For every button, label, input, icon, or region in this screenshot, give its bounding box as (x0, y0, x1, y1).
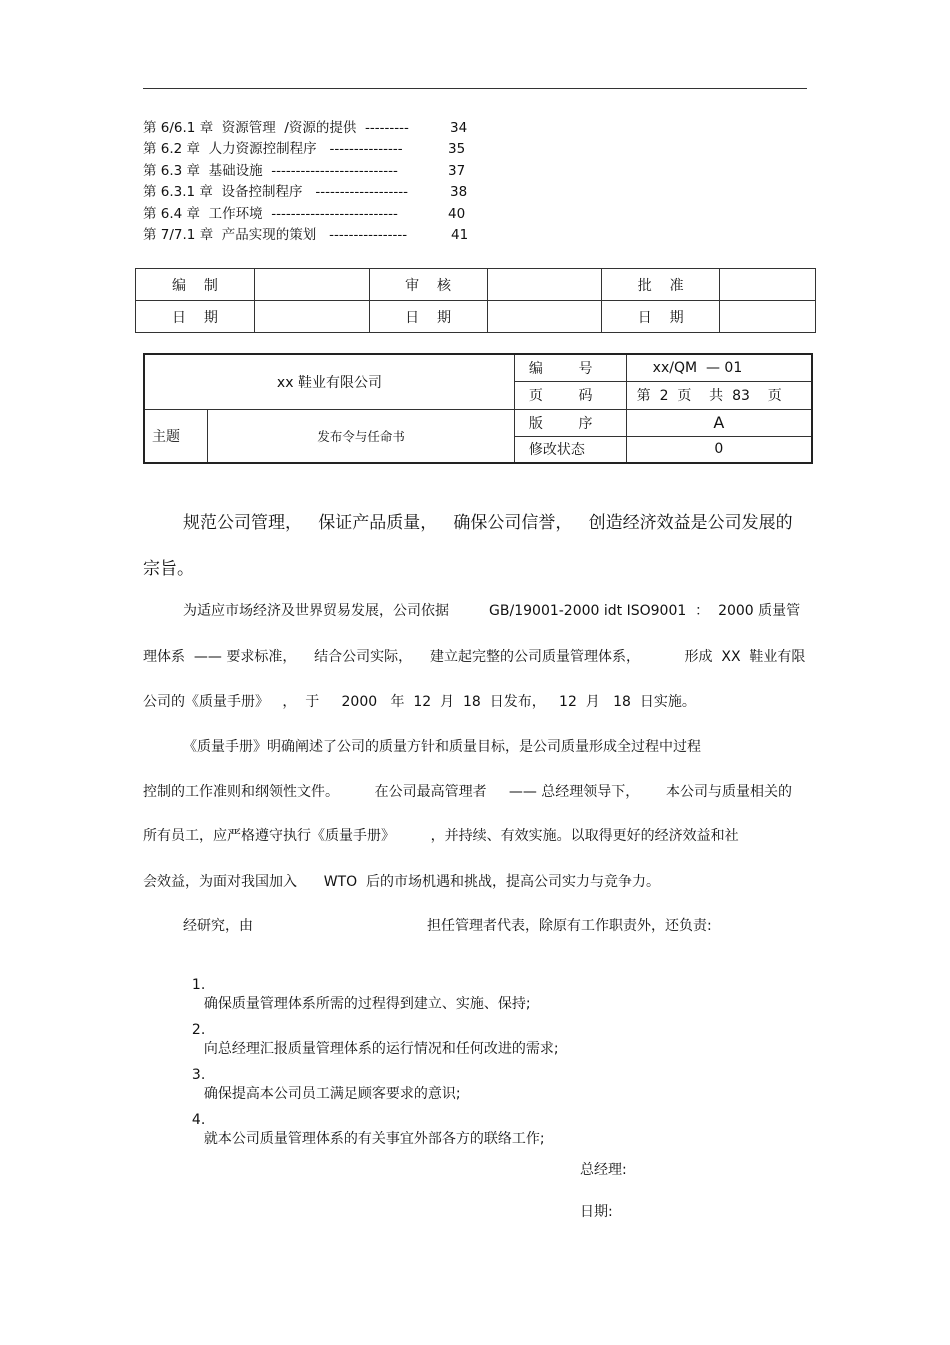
toc-entry-title: 第 6.2 章 人力资源控制程序 --------------- (143, 141, 403, 158)
approve-field[interactable] (720, 269, 816, 301)
toc-entry-page: 34 (450, 120, 468, 136)
toc-entry-page: 40 (448, 205, 466, 222)
list-item-text: 确保质量管理体系所需的过程得到建立、实施、保持; (203, 996, 531, 1012)
page-value: 第 2 页 共 83 页 (626, 381, 812, 409)
approve-date-label: 日 期 (602, 301, 720, 333)
list-item-number: 2. (191, 1022, 206, 1038)
list-item-text: 确保提高本公司员工满足顾客要求的意识; (203, 1086, 461, 1102)
compile-date-field[interactable] (254, 301, 369, 333)
page-label: 页 码 (514, 381, 626, 409)
revision-value: 0 (626, 436, 812, 463)
purpose-line-1: 规范公司管理， 保证产品质量， 确保公司信誉， 创造经济效益是公司发展的 (183, 513, 793, 533)
header-rule (143, 88, 807, 89)
table-row (144, 354, 812, 381)
basis-line-3: 公司的《质量手册》 ， 于 2000 年 12 月 18 日发布， 12 月 18 日实施。 (143, 694, 696, 710)
company-name: xx 鞋业有限公司 (144, 354, 514, 409)
toc-entry-title: 第 6.3 章 基础设施 -------------------------- (143, 162, 398, 179)
edition-value: A (626, 409, 812, 436)
toc-entry-title: 第 6.3.1 章 设备控制程序 ------------------- (143, 184, 408, 201)
document-header-table (143, 353, 813, 464)
general-manager-signature-label: 总经理: (580, 1162, 627, 1178)
toc-entry-title: 第 6/6.1 章 资源管理 /资源的提供 --------- (143, 120, 409, 136)
toc-entry-page: 35 (448, 141, 466, 158)
purpose-line-2: 宗旨。 (143, 559, 194, 579)
manual-line-3: 所有员工，应严格遵守执行《质量手册》 ，并持续、有效实施。以取得更好的经济效益和社 (143, 828, 739, 844)
toc-entry-page: 38 (450, 184, 468, 201)
toc-entry-title: 第 7/7.1 章 产品实现的策划 ---------------- (143, 226, 408, 243)
appointment-duties: 担任管理者代表，除原有工作职责外，还负责: (427, 918, 712, 934)
review-date-label: 日 期 (369, 301, 487, 333)
review-field[interactable] (487, 269, 602, 301)
list-item-text: 就本公司质量管理体系的有关事宜外部各方的联络工作; (203, 1131, 545, 1147)
basis-line-1: 为适应市场经济及世界贸易发展，公司依据 GB/19001-2000 idt ISO9001 ： 2000 质量管 (183, 603, 801, 619)
list-item-number: 3. (191, 1067, 206, 1083)
toc-entry-page: 37 (448, 162, 466, 179)
review-date-field[interactable] (487, 301, 602, 333)
subject-label: 主题 (144, 409, 208, 463)
document-number: xx/QM — 01 (626, 354, 812, 381)
list-item-number: 1. (191, 977, 206, 993)
appointment-intro: 经研究，由 (183, 918, 253, 934)
toc-entry-page: 41 (451, 226, 469, 243)
compile-label: 编 制 (136, 269, 255, 301)
subject-title: 发布令与任命书 (208, 409, 515, 463)
table-row (136, 301, 816, 333)
table-row (144, 409, 812, 436)
compile-date-label: 日 期 (136, 301, 255, 333)
list-item (183, 1096, 545, 1148)
toc-entry-title: 第 6.4 章 工作环境 -------------------------- (143, 205, 398, 222)
basis-line-2: 理体系 —— 要求标准， 结合公司实际， 建立起完整的公司质量管理体系， 形成 XX 鞋业有限 (143, 649, 806, 665)
compile-field[interactable] (254, 269, 369, 301)
list-item-text: 向总经理汇报质量管理体系的运行情况和任何改进的需求; (203, 1041, 559, 1057)
edition-label: 版 序 (514, 409, 626, 436)
revision-label: 修改状态 (514, 436, 626, 463)
table-row (136, 269, 816, 301)
signature-date-label: 日期: (580, 1204, 613, 1220)
approval-table (135, 268, 816, 333)
manual-line-2: 控制的工作准则和纲领性文件。 在公司最高管理者 —— 总经理领导下， 本公司与质量相关的 (143, 784, 793, 800)
approve-date-field[interactable] (720, 301, 816, 333)
review-label: 审 核 (369, 269, 487, 301)
approve-label: 批 准 (602, 269, 720, 301)
manual-line-1: 《质量手册》明确阐述了公司的质量方针和质量目标，是公司质量形成全过程中过程 (183, 739, 701, 755)
manual-line-4: 会效益，为面对我国加入 WTO 后的市场机遇和挑战，提高公司实力与竞争力。 (143, 874, 661, 890)
number-label: 编 号 (514, 354, 626, 381)
list-item-number: 4. (191, 1112, 206, 1128)
